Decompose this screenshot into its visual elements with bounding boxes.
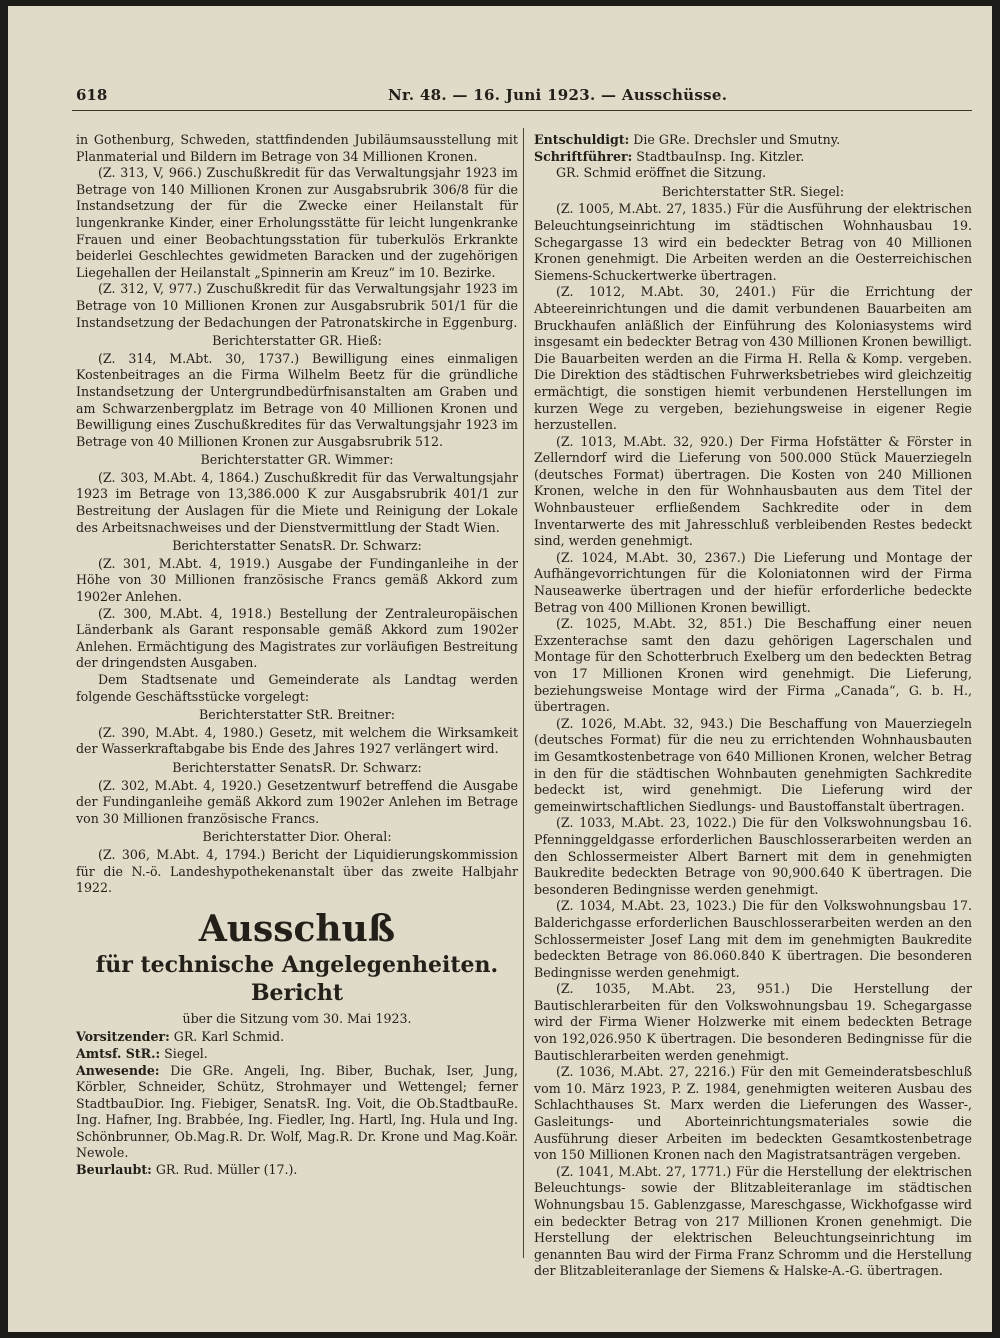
excused-line [534,132,972,149]
paragraph: (Z. 314, M.Abt. 30, 1737.) Bewilligung eines einmaligen Kostenbeitrages an die Firma Wilhelm Beetz für die gründliche Instandsetzung der Untergrundbedürfnisanstalten am Graben und am Schwarzenbergplatz im Betrage von 40 Millionen Kronen und Bewilligung eines Zuschußkredites für das Verwaltungsjahr 1923 im Betrage von 40 Millionen Kronen zur Ausgabsrubrik 512. [76,350,518,449]
secretary-line [534,149,972,166]
page-number: 618 [76,86,108,104]
reporter-heading: Berichterstatter StR. Siegel: [661,183,845,199]
reporter-heading: Berichterstatter GR. Wimmer: [200,452,394,468]
paragraph: (Z. 1013, M.Abt. 32, 920.) Der Firma Hofstätter & Förster in Zellerndorf wird die Lieferung von 500.000 Stück Mauerziegeln (deutsches Format) übertragen. Die Kosten von 240 Millionen Kronen, welche in den für Wohnhausbauten aus dem Titel der Wohnbausteuer erfließendem Sachkredite oder in dem Inventarwerte des mit Jahresschluß verbleibenden Restes bedeckt sind, werden genehmigt. [534,433,972,549]
committee-title: Ausschuß [198,907,396,950]
reporter-heading: Berichterstatter GR. Hieß: [212,333,382,349]
paragraph: (Z. 1041, M.Abt. 27, 1771.) Für die Herstellung der elektrischen Beleuchtungs- sowie der Blitzableiteranlage im städtischen Wohnungsbau 15. Gablenzgasse, Mareschgasse, Wickhofgasse wird ein bedeckter Betrag von 217 Millionen Kronen genehmigt. Die Herstellung der elektrischen Beleuchtungseinrichtung im genannten Bau wird der Firma Franz Schromm und die Herstellung der Blitzableiteranlage der Siemens & Halske-A.-G. übertragen. [534,1163,972,1279]
chair-label: Vorsitzender: [76,1029,170,1045]
paragraph: Dem Stadtsenate und Gemeinderate als Landtag werden folgende Geschäftsstücke vorgelegt: [76,672,518,704]
paragraph: (Z. 1033, M.Abt. 23, 1022.) Die für den Volkswohnungsbau 16. Pfenninggeldgasse erforderlichen Bauschlosserarbeiten werden an den Schlossermeister Albert Barnert mit dem in genehmigten Baukredite bedeckten Betrage von 90,900.640 K übertragen. Die besonderen Bedingnisse werden genehmigt. [534,815,972,897]
reporter-heading: Berichterstatter Dior. Oheral: [202,829,392,845]
acting-label: Amtsf. StR.: [76,1045,161,1061]
excused-label: Entschuldigt: [534,132,630,147]
secretary-label: Schriftführer: [534,148,633,164]
paragraph: (Z. 303, M.Abt. 4, 1864.) Zuschußkredit für das Verwaltungsjahr 1923 im Betrage von 13,386.000 K zur Ausgabsrubrik 401/1 zur Bestreitung der Auslagen für die Miete und Reinigung der Lokale des Arbeitsnachweises und der Dienstvermittlung der Stadt Wien. [76,469,518,535]
paragraph: (Z. 313, V, 966.) Zuschußkredit für das Verwaltungsjahr 1923 im Betrage von 140 Millionen Kronen zur Ausgabsrubrik 306/8 für die Instandsetzung der für die Zwecke einer Heilanstalt für lungenkranke Kinder, einer Erholungsstätte für leicht lungenkranke Frauen und einer Beobachtungsstation für tuberkulös Erkrankte beiderlei Geschlechtes gewidmeten Baracken und der zugehörigen Liegehallen der Heilanstalt „Spinnerin am Kreuz“ im 10. Bezirke. [76,165,518,280]
paragraph: (Z. 1024, M.Abt. 30, 2367.) Die Lieferung und Montage der Aufhängevorrichtungen für die Koloniatonnen wird der Firma Nauseawerke übertragen und der hiefür erforderliche bedeckte Betrag von 400 Millionen Kronen bewilligt. [534,549,972,615]
excused-value: Die GRe. Drechsler und Smutny. [629,132,841,147]
paragraph: (Z. 1035, M.Abt. 23, 951.) Die Herstellung der Bautischlerarbeiten für den Volkswohnungsbau 19. Schegargasse wird der Firma Wiener Holzwerke mit einem bedeckten Betrage von 192,026.950 K übertragen. Die besonderen Bedingnisse für die Bautischlerarbeiten werden genehmigt. [534,981,972,1063]
opening-line: GR. Schmid eröffnet die Sitzung. [556,165,767,181]
newspaper-page [8,6,992,1332]
report-heading: Bericht [250,979,344,1006]
committee-subtitle: für technische Angelegenheiten. [95,951,499,978]
report-date: über die Sitzung vom 30. Mai 1923. [182,1010,412,1026]
acting-value: Siegel. [160,1045,208,1061]
paragraph: (Z. 1036, M.Abt. 27, 2216.) Für den mit Gemeinderatsbeschluß vom 10. März 1923, P. Z. 1984, genehmigten weiteren Ausbau des Schlachthauses St. Marx werden die Lieferungen des Wasser-, Gasleitungs- und Aborteinrichtungsmateriales sowie die Ausführung dieser Arbeiten im bedeckten Gesamtkostenbetrage von 150 Millionen Kronen nach den Magistratsanträgen vergeben. [534,1064,972,1163]
paragraph: (Z. 312, V, 977.) Zuschußkredit für das Verwaltungsjahr 1923 im Betrage von 10 Millionen Kronen zur Ausgabsrubrik 501/1 für die Instandsetzung der Bedachungen der Patronatskirche in Eggenburg. [76,281,518,330]
paragraph: (Z. 1034, M.Abt. 23, 1023.) Die für den Volkswohnungsbau 17. Balderichgasse erforderlichen Bauschlosserarbeiten werden an den Schlossermeister Josef Lang mit dem im genehmigten Baukredite bedeckten Betrage von 86.060.840 K übertragen. Die besonderen Bedingnisse werden genehmigt. [534,898,972,980]
issue-header-title: Nr. 48. — 16. Juni 1923. — Ausschüsse. [388,86,728,104]
paragraph: (Z. 302, M.Abt. 4, 1920.) Gesetzentwurf betreffend die Ausgabe der Fundinganleihe gemäß Akkord zum 1902er Anlehen im Betrage von 30 Millionen französische Francs. [76,777,518,826]
reporter-heading: Berichterstatter SenatsR. Dr. Schwarz: [172,759,422,775]
left-column [76,132,518,1179]
paragraph: (Z. 390, M.Abt. 4, 1980.) Gesetz, mit welchem die Wirksamkeit der Wasserkraftabgabe bis Ende des Jahres 1927 verlängert wird. [76,724,518,757]
leave-line [76,1162,518,1179]
paragraph: (Z. 1025, M.Abt. 32, 851.) Die Beschaffung einer neuen Exzenterachse samt den dazu gehörigen Lagerschalen und Montage für den Schotterbruch Exelberg um den bedeckten Betrag von 17 Millionen Kronen wird genehmigt. Die Lieferung, beziehungsweise Montage wird der Firma „Canada“, G. b. H., übertragen. [534,616,972,715]
present-line [76,1063,518,1163]
chair-value: GR. Karl Schmid. [169,1029,285,1045]
paragraph: (Z. 301, M.Abt. 4, 1919.) Ausgabe der Fundinganleihe in der Höhe von 30 Millionen französische Francs gemäß Akkord zum 1902er Anlehen. [76,555,518,605]
paragraph: (Z. 1026, M.Abt. 32, 943.) Die Beschaffung von Mauerziegeln (deutsches Format) für die neu zu errichtenden Wohnhausbauten im Gesamtkostenbetrage von 640 Millionen Kronen, welcher Betrag in den für die städtischen Wohnbauten genehmigten Sachkredite bedeckt ist, wird genehmigt. Die Lieferung wird der gemeinwirtschaftlichen Siedlungs- und Baustoffanstalt übertragen. [534,715,972,814]
acting-line [76,1046,518,1063]
page-header [8,6,992,106]
reporter-heading: Berichterstatter SenatsR. Dr. Schwarz: [172,538,422,554]
present-label: Anwesende: [76,1062,160,1078]
present-value: Die GRe. Angeli, Ing. Biber, Buchak, Iser, Jung, Körbler, Schneider, Schütz, Strohmayer und Wettengel; ferner StadtbauDior. Ing. Fiebiger, SenatsR. Ing. Voit, die Ob.StadtbauRe. Ing. Hafner, Ing. Brabbée, Ing. Fiedler, Ing. Hartl, Ing. Hula und Ing. Schönbrunner, Ob.Mag.R. Dr. Wolf, Mag.R. Dr. Krone und Mag.Koär. Newole. [76,1062,518,1161]
paragraph: (Z. 1012, M.Abt. 30, 2401.) Für die Errichtung der Abteereinrichtungen und die damit verbundenen Bauarbeiten am Bruckhaufen anläßlich der Einführung des Koloniasystems wird insgesamt ein bedeckter Betrag von 430 Millionen Kronen bewilligt. Die Bauarbeiten werden an die Firma H. Rella & Komp. vergeben. Die Direktion des städtischen Fuhrwerksbetriebes wird gleichzeitig ermächtigt, die sonstigen hiemit verbundenen Herstellungen im kurzen Wege zu vergeben, beziehungsweise in eigener Regie herzustellen. [534,284,972,433]
column-divider [523,128,524,1258]
right-column [534,132,972,1280]
secretary-value: StadtbauInsp. Ing. Kitzler. [632,148,805,164]
paragraph: (Z. 1005, M.Abt. 27, 1835.) Für die Ausführung der elektrischen Beleuchtungseinrichtung im städtischen Wohnhausbau 19. Schegargasse 13 wird ein bedeckter Betrag von 40 Millionen Kronen genehmigt. Die Arbeiten werden an die Oesterreichischen Siemens-Schuckertwerke übertragen. [534,201,972,283]
leave-value: GR. Rud. Müller (17.). [151,1162,298,1178]
leave-label: Beurlaubt: [76,1162,152,1178]
paragraph: in Gothenburg, Schweden, stattfindenden Jubiläumsausstellung mit Planmaterial und Bildern im Betrage von 34 Millionen Kronen. [76,132,518,164]
paragraph: (Z. 306, M.Abt. 4, 1794.) Bericht der Liquidierungskommission für die N.-ö. Landeshypothekenanstalt über das zweite Halbjahr 1922. [76,846,518,896]
chair-line [76,1029,518,1046]
paragraph: (Z. 300, M.Abt. 4, 1918.) Bestellung der Zentraleuropäischen Länderbank als Garant responsable gemäß Akkord zum 1902er Anlehen. Ermächtigung des Magistrates zur vorläufigen Bestreitung der dringendsten Ausgaben. [76,605,518,671]
header-rule [72,110,972,113]
reporter-heading: Berichterstatter StR. Breitner: [199,707,395,723]
